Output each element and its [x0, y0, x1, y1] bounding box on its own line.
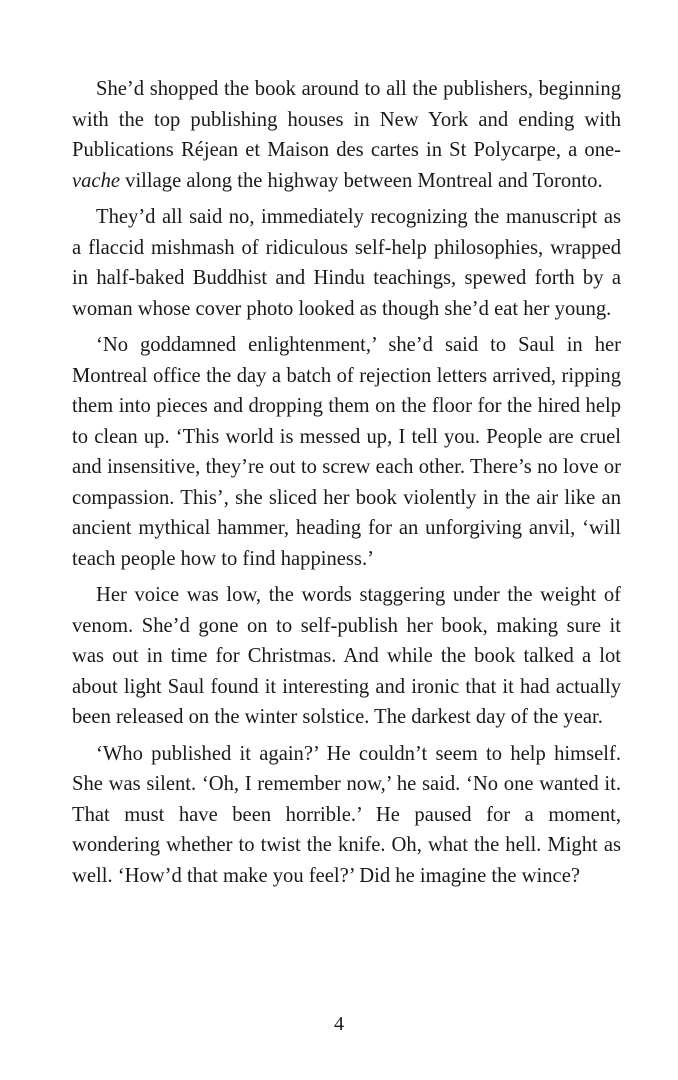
paragraph-4: Her voice was low, the words staggering under the weight of venom. She’d gone on to self-publish her book, making sure it was out in time for Christmas. And while the book talked a lot about light Saul found it interesting and ironic that it had actually been released on the winter solstice. The darkest day of the year. — [72, 584, 621, 728]
paragraph-3: ‘No goddamned enlightenment,’ she’d said to Saul in her Montreal office the day a batch of rejection letters arrived, ripping them into pieces and dropping them on the floor for the hired help to clean up. ‘This world is messed up, I tell you. People are cruel and insensitive, they’re out to screw each other. There’s no love or compassion. This’, she sliced her book violently in the air like an ancient mythical hammer, heading for an unforgiving anvil, ‘will teach people how to find happiness.’ — [72, 334, 621, 570]
page-number: 4 — [334, 1013, 344, 1035]
paragraph-1-text-b: village along the highway between Montreal and Toronto. — [120, 169, 603, 192]
book-page-body — [72, 74, 621, 897]
paragraph-5: ‘Who published it again?’ He couldn’t seem to help himself. She was silent. ‘Oh, I remember now,’ he said. ‘No one wanted it. That must have been horrible.’ He paused for a moment, wondering whether to twist the knife. Oh, what the hell. Might as well. ‘How’d that make you feel?’ Did he imagine the wince? — [72, 742, 621, 887]
paragraph-1-text-a: She’d shopped the book around to all the publishers, beginning with the top publishing houses in New York and ending with Publications Réjean et Maison des cartes in St Polycarpe, a one- — [72, 78, 621, 161]
paragraph-1-italic-word: vache — [72, 169, 121, 192]
paragraph-1 — [72, 74, 621, 196]
paragraph-2: They’d all said no, immediately recognizing the manuscript as a flaccid mishmash of ridiculous self-help philosophies, wrapped in half-baked Buddhist and Hindu teachings, spewed forth by a woman whose cover photo looked as though she’d eat her young. — [72, 206, 621, 320]
